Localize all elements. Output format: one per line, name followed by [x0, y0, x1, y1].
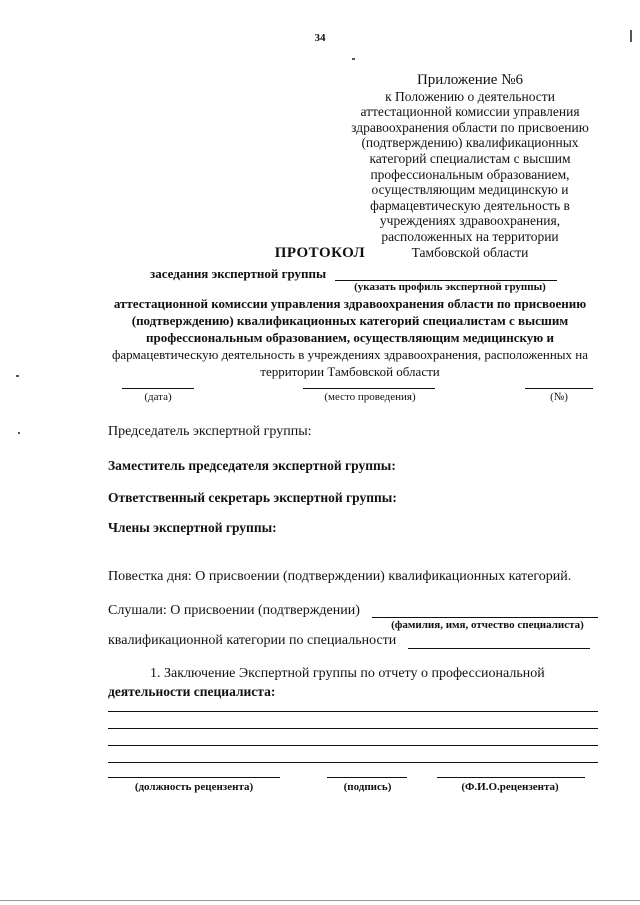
scan-speck	[18, 432, 20, 434]
commission-text	[100, 295, 600, 380]
appendix-line: аттестационной комиссии управления	[360, 104, 580, 120]
heard-label: Слушали: О присвоении (подтверждении)	[108, 603, 360, 618]
scan-speck	[16, 375, 19, 377]
appendix-line: осуществляющим медицинскую и	[371, 182, 569, 198]
fio-caption: (Ф.И.О.рецензента)	[461, 781, 559, 793]
appendix-line: категорий специалистам с высшим	[369, 150, 571, 166]
place-line	[303, 388, 435, 389]
secretary-label: Ответственный секретарь экспертной группы:	[108, 490, 397, 505]
appendix-block	[340, 73, 600, 260]
signature-caption: (подпись)	[343, 781, 392, 793]
signature-line	[327, 777, 407, 778]
deputy-label: Заместитель председателя экспертной группы:	[108, 458, 396, 473]
number-caption: (№)	[550, 391, 568, 403]
heard-name-hint: (фамилия, имя, отчество специалиста)	[391, 619, 584, 631]
position-caption: (должность рецензента)	[134, 781, 254, 793]
conclusion-line-2: деятельности специалиста:	[108, 684, 276, 699]
members-label: Члены экспертной группы:	[108, 520, 277, 535]
scan-speck	[352, 58, 355, 60]
scan-edge	[0, 900, 640, 901]
place-caption: (место проведения)	[324, 391, 416, 403]
conclusion-blank-line	[108, 728, 598, 729]
appendix-line: учреждениях здравоохранения,	[379, 213, 561, 229]
appendix-line: Тамбовской области	[411, 244, 529, 260]
conclusion-blank-line	[108, 745, 598, 746]
page-number: 34	[314, 32, 326, 44]
commission-bold: аттестационной комиссии управления здравоохранения области по присвоению (подтверждению) квалификационных категорий специалистам с высшим профессиональным образованием, осуществляющим медицинскую и	[113, 296, 587, 345]
meeting-profile-hint: (указать профиль экспертной группы)	[354, 281, 546, 293]
protocol-title: ПРОТОКОЛ	[274, 245, 366, 261]
appendix-line: расположенных на территории	[381, 228, 559, 244]
fio-line	[437, 777, 585, 778]
date-caption: (дата)	[144, 391, 172, 403]
appendix-title: Приложение №6	[416, 72, 524, 88]
appendix-line: здравоохранения области по присвоению	[351, 119, 589, 135]
number-line	[525, 388, 593, 389]
appendix-line: (подтверждению) квалификационных	[361, 135, 579, 151]
heard-name-line	[372, 617, 598, 618]
conclusion-blank-line	[108, 762, 598, 763]
commission-normal: фармацевтическую деятельность в учреждениях здравоохранения, расположенных на территории Тамбовской области	[111, 347, 589, 379]
appendix-line: к Положению о деятельности	[385, 88, 555, 104]
appendix-line: профессиональным образованием,	[370, 166, 570, 182]
agenda-text: Повестка дня: О присвоении (подтверждении) квалификационных категорий.	[108, 569, 572, 584]
chair-label: Председатель экспертной группы:	[108, 424, 312, 439]
conclusion-line-1: 1. Заключение Экспертной группы по отчету о профессиональной	[150, 666, 545, 681]
specialty-line	[408, 648, 590, 649]
appendix-line: фармацевтическую деятельность в	[370, 197, 570, 213]
meeting-label: заседания экспертной группы	[150, 266, 327, 281]
position-line	[108, 777, 280, 778]
conclusion-blank-line	[108, 711, 598, 712]
specialty-label: квалификационной категории по специальности	[108, 633, 397, 648]
date-line	[122, 388, 194, 389]
scan-speck	[630, 30, 632, 42]
